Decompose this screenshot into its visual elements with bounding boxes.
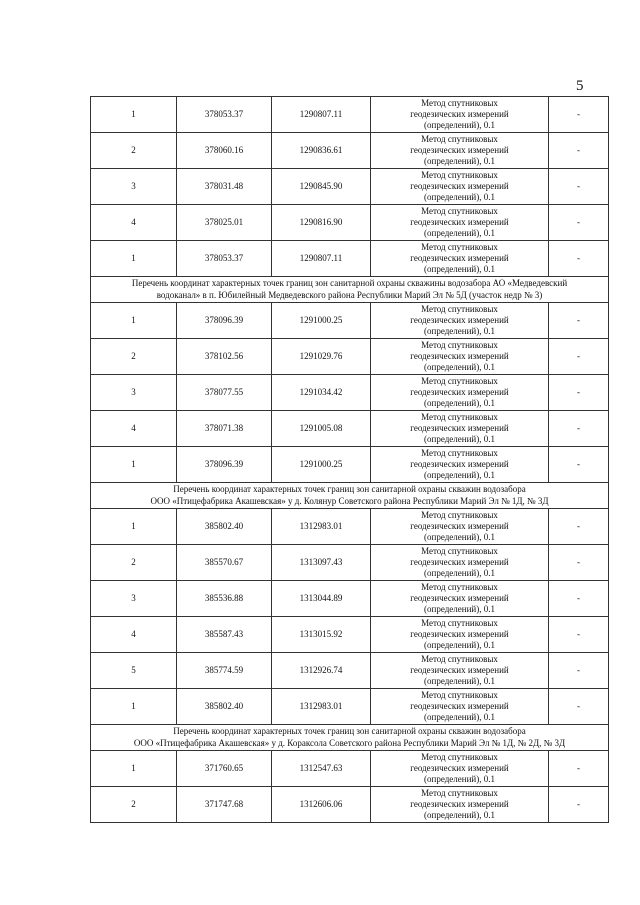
- y-coordinate-cell: 1290816.90: [272, 205, 371, 241]
- method-cell: [371, 169, 549, 205]
- y-coordinate-cell: 1312606.06: [272, 787, 371, 823]
- method-line: Метод спутниковых: [421, 304, 498, 314]
- accuracy-dash-cell: -: [549, 751, 609, 787]
- section-heading: [91, 277, 609, 303]
- method-cell: [371, 339, 549, 375]
- x-coordinate-cell: 385570.67: [177, 545, 272, 581]
- table-row: [91, 653, 609, 689]
- method-line: (определений), 0.1: [424, 712, 495, 722]
- method-line: (определений), 0.1: [424, 676, 495, 686]
- method-line: Метод спутниковых: [421, 340, 498, 350]
- x-coordinate-cell: 378096.39: [177, 303, 272, 339]
- method-cell: [371, 447, 549, 483]
- accuracy-dash-cell: -: [549, 303, 609, 339]
- x-coordinate-cell: 371760.65: [177, 751, 272, 787]
- method-cell: [371, 751, 549, 787]
- table-row: [91, 447, 609, 483]
- x-coordinate-cell: 385587.43: [177, 617, 272, 653]
- y-coordinate-cell: 1312926.74: [272, 653, 371, 689]
- point-number-cell: 1: [91, 303, 177, 339]
- accuracy-dash-cell: -: [549, 787, 609, 823]
- method-line: Метод спутниковых: [421, 510, 498, 520]
- x-coordinate-cell: 385536.88: [177, 581, 272, 617]
- method-cell: [371, 411, 549, 447]
- method-line: Метод спутниковых: [421, 98, 498, 108]
- method-line: геодезических измерений: [410, 109, 509, 119]
- method-line: Метод спутниковых: [421, 412, 498, 422]
- method-line: Метод спутниковых: [421, 448, 498, 458]
- y-coordinate-cell: 1312983.01: [272, 509, 371, 545]
- accuracy-dash-cell: -: [549, 545, 609, 581]
- method-line: геодезических измерений: [410, 253, 509, 263]
- method-line: геодезических измерений: [410, 799, 509, 809]
- point-number-cell: 1: [91, 509, 177, 545]
- method-cell: [371, 653, 549, 689]
- method-cell: [371, 787, 549, 823]
- point-number-cell: 4: [91, 205, 177, 241]
- y-coordinate-cell: 1313015.92: [272, 617, 371, 653]
- point-number-cell: 1: [91, 241, 177, 277]
- point-number-cell: 2: [91, 339, 177, 375]
- point-number-cell: 2: [91, 545, 177, 581]
- y-coordinate-cell: 1291005.08: [272, 411, 371, 447]
- accuracy-dash-cell: -: [549, 617, 609, 653]
- accuracy-dash-cell: -: [549, 241, 609, 277]
- point-number-cell: 5: [91, 653, 177, 689]
- method-line: геодезических измерений: [410, 351, 509, 361]
- method-line: геодезических измерений: [410, 459, 509, 469]
- accuracy-dash-cell: -: [549, 689, 609, 725]
- method-line: геодезических измерений: [410, 763, 509, 773]
- method-cell: [371, 97, 549, 133]
- method-line: (определений), 0.1: [424, 120, 495, 130]
- method-line: геодезических измерений: [410, 217, 509, 227]
- point-number-cell: 1: [91, 97, 177, 133]
- method-line: геодезических измерений: [410, 521, 509, 531]
- method-line: Метод спутниковых: [421, 788, 498, 798]
- x-coordinate-cell: 378053.37: [177, 97, 272, 133]
- method-line: (определений), 0.1: [424, 434, 495, 444]
- point-number-cell: 1: [91, 751, 177, 787]
- section-heading-row: [91, 725, 609, 751]
- method-line: (определений), 0.1: [424, 156, 495, 166]
- page-number: 5: [576, 78, 584, 94]
- accuracy-dash-cell: -: [549, 447, 609, 483]
- y-coordinate-cell: 1291000.25: [272, 447, 371, 483]
- accuracy-dash-cell: -: [549, 133, 609, 169]
- method-line: Метод спутниковых: [421, 618, 498, 628]
- method-line: (определений), 0.1: [424, 774, 495, 784]
- method-line: Метод спутниковых: [421, 134, 498, 144]
- method-line: Метод спутниковых: [421, 690, 498, 700]
- method-line: геодезических измерений: [410, 557, 509, 567]
- y-coordinate-cell: 1290807.11: [272, 241, 371, 277]
- x-coordinate-cell: 378025.01: [177, 205, 272, 241]
- y-coordinate-cell: 1313097.43: [272, 545, 371, 581]
- section-heading-line: Перечень координат характерных точек границ зон санитарной охраны скважины водозабора АО «Медведевский: [131, 278, 568, 288]
- accuracy-dash-cell: -: [549, 339, 609, 375]
- x-coordinate-cell: 371747.68: [177, 787, 272, 823]
- y-coordinate-cell: 1291029.76: [272, 339, 371, 375]
- table-row: [91, 617, 609, 653]
- method-line: (определений), 0.1: [424, 362, 495, 372]
- method-line: (определений), 0.1: [424, 568, 495, 578]
- point-number-cell: 2: [91, 133, 177, 169]
- accuracy-dash-cell: -: [549, 375, 609, 411]
- table-row: [91, 375, 609, 411]
- table-row: [91, 169, 609, 205]
- table-row: [91, 545, 609, 581]
- x-coordinate-cell: 378077.55: [177, 375, 272, 411]
- method-line: (определений), 0.1: [424, 228, 495, 238]
- y-coordinate-cell: 1312547.63: [272, 751, 371, 787]
- method-line: (определений), 0.1: [424, 264, 495, 274]
- method-line: геодезических измерений: [410, 145, 509, 155]
- x-coordinate-cell: 385802.40: [177, 509, 272, 545]
- accuracy-dash-cell: -: [549, 97, 609, 133]
- y-coordinate-cell: 1312983.01: [272, 689, 371, 725]
- accuracy-dash-cell: -: [549, 509, 609, 545]
- point-number-cell: 1: [91, 689, 177, 725]
- method-line: Метод спутниковых: [421, 206, 498, 216]
- method-cell: [371, 617, 549, 653]
- section-heading-line: водоканал» в п. Юбилейный Медведевского района Республики Марий Эл № 5Д (участок недр № 3): [156, 289, 543, 300]
- coordinates-table: [90, 96, 609, 823]
- x-coordinate-cell: 378102.56: [177, 339, 272, 375]
- method-cell: [371, 581, 549, 617]
- accuracy-dash-cell: -: [549, 169, 609, 205]
- method-line: (определений), 0.1: [424, 398, 495, 408]
- method-line: геодезических измерений: [410, 701, 509, 711]
- section-heading: [91, 725, 609, 751]
- method-line: геодезических измерений: [410, 387, 509, 397]
- y-coordinate-cell: 1290807.11: [272, 97, 371, 133]
- x-coordinate-cell: 385774.59: [177, 653, 272, 689]
- accuracy-dash-cell: -: [549, 411, 609, 447]
- method-line: Метод спутниковых: [421, 376, 498, 386]
- section-heading-row: [91, 277, 609, 303]
- table-row: [91, 241, 609, 277]
- table-row: [91, 411, 609, 447]
- method-cell: [371, 303, 549, 339]
- method-cell: [371, 509, 549, 545]
- method-cell: [371, 205, 549, 241]
- table-row: [91, 509, 609, 545]
- coordinates-table-body: [91, 97, 609, 823]
- y-coordinate-cell: 1291034.42: [272, 375, 371, 411]
- method-line: геодезических измерений: [410, 423, 509, 433]
- method-cell: [371, 241, 549, 277]
- point-number-cell: 4: [91, 411, 177, 447]
- table-row: [91, 787, 609, 823]
- method-line: (определений), 0.1: [424, 192, 495, 202]
- table-row: [91, 581, 609, 617]
- x-coordinate-cell: 378031.48: [177, 169, 272, 205]
- method-line: Метод спутниковых: [421, 752, 498, 762]
- method-line: геодезических измерений: [410, 593, 509, 603]
- method-line: (определений), 0.1: [424, 810, 495, 820]
- table-row: [91, 339, 609, 375]
- section-heading-line: Перечень координат характерных точек границ зон санитарной охраны скважин водозабора: [173, 726, 526, 736]
- section-heading-line: Перечень координат характерных точек границ зон санитарной охраны скважин водозабора: [173, 484, 526, 494]
- method-line: Метод спутниковых: [421, 582, 498, 592]
- accuracy-dash-cell: -: [549, 205, 609, 241]
- method-cell: [371, 375, 549, 411]
- table-row: [91, 133, 609, 169]
- method-line: геодезических измерений: [410, 315, 509, 325]
- method-line: геодезических измерений: [410, 665, 509, 675]
- method-cell: [371, 545, 549, 581]
- x-coordinate-cell: 378060.16: [177, 133, 272, 169]
- point-number-cell: 4: [91, 617, 177, 653]
- method-line: (определений), 0.1: [424, 326, 495, 336]
- method-line: геодезических измерений: [410, 629, 509, 639]
- x-coordinate-cell: 378053.37: [177, 241, 272, 277]
- table-row: [91, 689, 609, 725]
- table-row: [91, 205, 609, 241]
- y-coordinate-cell: 1291000.25: [272, 303, 371, 339]
- table-row: [91, 751, 609, 787]
- x-coordinate-cell: 378071.38: [177, 411, 272, 447]
- method-line: Метод спутниковых: [421, 546, 498, 556]
- y-coordinate-cell: 1313044.89: [272, 581, 371, 617]
- method-line: (определений), 0.1: [424, 640, 495, 650]
- table-row: [91, 303, 609, 339]
- point-number-cell: 2: [91, 787, 177, 823]
- y-coordinate-cell: 1290836.61: [272, 133, 371, 169]
- method-line: Метод спутниковых: [421, 654, 498, 664]
- table-row: [91, 97, 609, 133]
- section-heading: [91, 483, 609, 509]
- method-cell: [371, 133, 549, 169]
- method-line: (определений), 0.1: [424, 532, 495, 542]
- y-coordinate-cell: 1290845.90: [272, 169, 371, 205]
- section-heading-line: ООО «Птицефабрика Акашевская» у д. Кораксола Советского района Республики Марий Эл № 1Д, № 2Д, № 3Д: [133, 737, 566, 748]
- section-heading-row: [91, 483, 609, 509]
- point-number-cell: 3: [91, 375, 177, 411]
- point-number-cell: 1: [91, 447, 177, 483]
- method-line: геодезических измерений: [410, 181, 509, 191]
- x-coordinate-cell: 385802.40: [177, 689, 272, 725]
- x-coordinate-cell: 378096.39: [177, 447, 272, 483]
- accuracy-dash-cell: -: [549, 581, 609, 617]
- method-line: (определений), 0.1: [424, 470, 495, 480]
- method-line: (определений), 0.1: [424, 604, 495, 614]
- method-line: Метод спутниковых: [421, 242, 498, 252]
- section-heading-line: ООО «Птицефабрика Акашевская» у д. Колянур Советского района Республики Марий Эл № 1Д, № 3Д: [150, 495, 549, 506]
- point-number-cell: 3: [91, 169, 177, 205]
- method-line: Метод спутниковых: [421, 170, 498, 180]
- accuracy-dash-cell: -: [549, 653, 609, 689]
- point-number-cell: 3: [91, 581, 177, 617]
- method-cell: [371, 689, 549, 725]
